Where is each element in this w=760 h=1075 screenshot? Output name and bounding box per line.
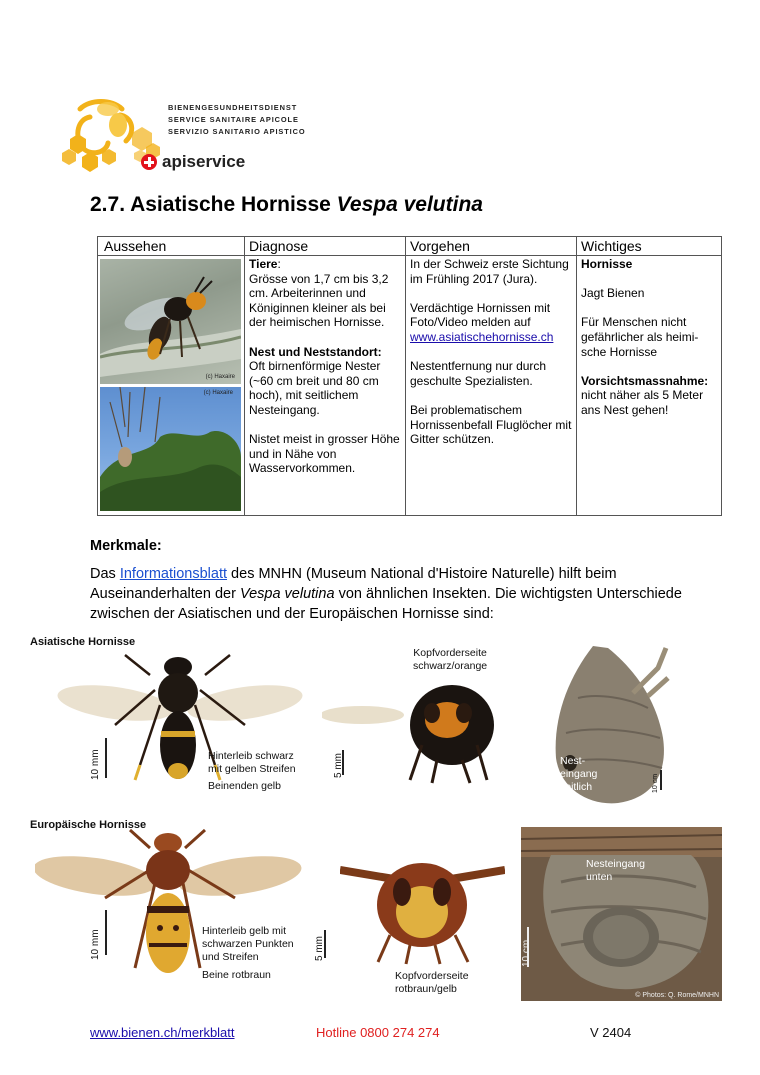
merkmale-heading: Merkmale: <box>90 538 162 554</box>
vorgehen-p1: In der Schweiz erste Sichtung im Frühling 2017 (Jura). <box>410 257 569 286</box>
col-header-aussehen: Aussehen <box>104 238 167 254</box>
footer-hotline: Hotline 0800 274 274 <box>316 1025 440 1040</box>
info-table <box>97 236 722 516</box>
asian-body-label: Hinterleib schwarz mit gelben Streifen <box>208 750 296 775</box>
asian-legs-label: Beinenden gelb <box>208 780 281 792</box>
diagnose-cell: Tiere: Grösse von 1,7 cm bis 3,2 cm. Arbeiterinnen und Königinnen kleiner als bei der heimischen Hornisse. Nest und Neststandort: Oft birnenförmige Nester (~60 cm breit und 80 cm hoch), mit seitlichem Nesteingang. Nistet meist in grosser Höhe und in Nähe von Wasservorkommen. <box>249 257 400 476</box>
org-line-it: SERVIZIO SANITARIO APISTICO <box>168 127 306 136</box>
footer-website-link[interactable]: www.bienen.ch/merkblatt <box>90 1025 235 1040</box>
photo-credit: (c) Haxaire <box>203 390 233 396</box>
tiere-label: Tiere <box>249 257 278 271</box>
col-header-diagnose: Diagnose <box>249 238 309 254</box>
asian-hornet-title: Asiatische Hornisse <box>30 636 136 648</box>
org-line-de: BIENENGESUNDHEITSDIENST <box>168 103 298 112</box>
vorsicht-label: Vorsichtsmassnahme: <box>581 373 709 388</box>
col-header-wichtiges: Wichtiges <box>581 238 642 254</box>
title-prefix: 2.7. Asiatische Hornisse <box>90 193 337 216</box>
org-line-fr: SERVICE SANITAIRE APICOLE <box>168 115 299 124</box>
european-nest-scale-label: 10 cm <box>521 939 532 967</box>
european-hornet-title: Europäische Hornisse <box>30 819 147 831</box>
col-header-vorgehen: Vorgehen <box>410 238 470 254</box>
mnhn-photo-credit: © Photos: Q. Rome/MNHN <box>635 992 719 999</box>
hornisse-label: Hornisse <box>581 257 633 271</box>
vorsicht-text: nicht näher als 5 Meter ans Nest gehen! <box>581 388 704 417</box>
merkmale-text-3: von ähnlichen Insekten. Die wichtigsten Unterschiede zwischen der Asiatischen und der Europäischen Hornisse sind: <box>90 586 682 622</box>
brand-name: apiservice <box>162 152 246 171</box>
nest-in-tree-photo <box>100 387 241 511</box>
informationsblatt-link[interactable]: Informationsblatt <box>119 566 228 582</box>
wichtiges-cell <box>581 257 719 432</box>
hornet-photo <box>100 259 241 384</box>
european-nest-photo <box>521 827 722 1001</box>
vorgehen-p2: Verdächtige Hornissen mit Foto/Video melden auf <box>410 300 551 330</box>
title-species: Vespa velutina <box>336 193 483 216</box>
merkmale-text-1: Das <box>90 566 120 582</box>
photo-credit: (c) Haxaire <box>205 374 235 380</box>
page-title <box>90 193 483 217</box>
vorgehen-p3: Nestentfernung nur durch geschulte Spezialisten. <box>410 359 547 388</box>
merkmale-species: Vespa velutina <box>239 586 335 602</box>
european-nest-label: Nesteingang unten <box>586 858 645 883</box>
european-body-label: Hinterleib gelb mit schwarzen Punkten und Streifen <box>202 925 294 963</box>
nest-label: Nest und Neststandort: <box>249 344 382 359</box>
nistet-text: Nistet meist in grosser Höhe und in Nähe von Wasservorkommen. <box>249 432 400 476</box>
vorgehen-cell <box>410 257 572 461</box>
vorgehen-p4: Bei problematischem Hornissenbefall Fluglöcher mit Gitter schützen. <box>410 402 572 447</box>
tiere-text: Grösse von 1,7 cm bis 3,2 cm. Arbeiterinnen und Königinnen kleiner als bei der heimischen Hornisse. <box>249 271 389 330</box>
merkmale-paragraph <box>90 564 690 624</box>
european-head-label: Kopfvorderseite rotbraun/gelb <box>395 970 469 995</box>
european-legs-label: Beine rotbraun <box>202 969 271 981</box>
nest-text: Oft birnenförmige Nester (~60 cm breit und 80 cm hoch), mit seitlichem Nesteingang. <box>249 359 381 417</box>
asian-nest-label: Nest- eingang seitlich <box>560 755 598 793</box>
european-scale-label: 10 mm <box>90 929 101 960</box>
asian-nest-scale-label: 10 cm <box>652 773 659 793</box>
european-hornet-head-illustration <box>340 850 505 965</box>
european-head-scale-label: 5 mm <box>314 936 325 961</box>
asian-head-scale-label: 5 mm <box>333 753 344 778</box>
wichtiges-p2: Für Menschen nicht gefährlicher als heimi-sche Hornisse <box>581 315 699 359</box>
merkmale-text-2: des MNHN (Museum National d'Histoire Naturelle) hilft beim Auseinanderhalten der <box>90 566 617 602</box>
asian-hornet-head-illustration <box>322 675 507 785</box>
wichtiges-p1: Jagt Bienen <box>581 286 645 301</box>
footer-version: V 2404 <box>590 1025 632 1040</box>
swiss-cross-icon <box>141 154 157 170</box>
asiatischehornisse-link[interactable]: www.asiatischehornisse.ch <box>410 329 554 344</box>
asian-head-label: Kopfvorderseite schwarz/orange <box>413 647 488 672</box>
asian-scale-label: 10 mm <box>90 749 101 780</box>
